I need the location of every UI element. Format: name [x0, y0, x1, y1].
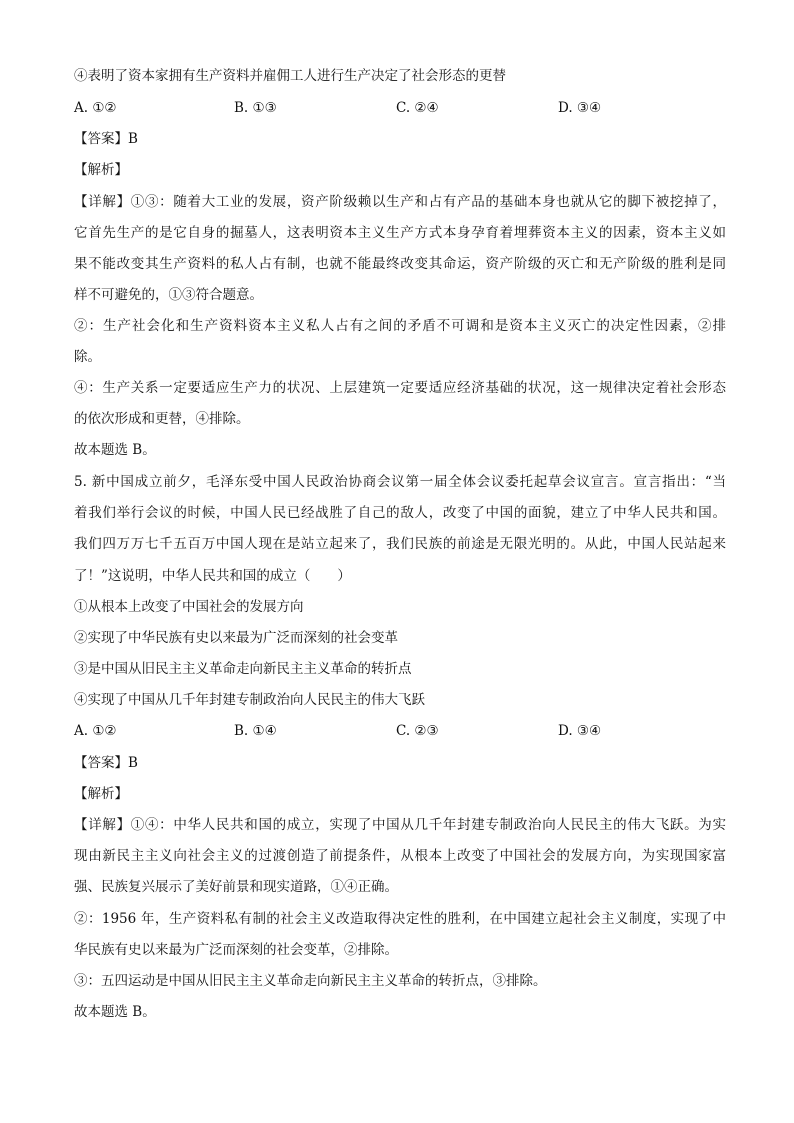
q4-detail-line: 样不可避免的，①③符合题意。 [74, 287, 263, 303]
q4-option-b: B. ①③ [234, 100, 277, 116]
q5-statement-3: ③是中国从旧民主主义革命走向新民主主义革命的转折点 [74, 661, 412, 677]
q4-detail-line: 果不能改变其生产资料的私人占有制，也就不能最终改变其命运，资产阶级的灭亡和无产阶级的胜利是同 [74, 256, 726, 272]
q5-option-b: B. ①④ [234, 723, 277, 739]
q4-answer: 【答案】B [74, 131, 138, 147]
q4-detail-line: 它首先生产的是它自身的掘墓人，这表明资本主义生产方式本身孕育着埋葬资本主义的因素，资本主义如 [74, 225, 726, 241]
q5-option-d: D. ③④ [558, 723, 602, 739]
q5-statement-2: ②实现了中华民族有史以来最为广泛而深刻的社会变革 [74, 630, 398, 646]
q4-detail-line: ④：生产关系一定要适应生产力的状况、上层建筑一定要适应经济基础的状况，这一规律决定着社会形态 [74, 380, 726, 396]
q5-option-c: C. ②③ [396, 723, 439, 739]
q4-conclusion: 故本题选 B。 [74, 442, 156, 458]
q5-detail-line: 华民族有史以来最为广泛而深刻的社会变革，②排除。 [74, 942, 398, 958]
q5-stem-line: 5. 新中国成立前夕，毛泽东受中国人民政治协商会议第一届全体会议委托起草会议宣言。宣言指出：“当 [74, 474, 726, 490]
q4-statement-4: ④表明了资本家拥有生产资料并雇佣工人进行生产决定了社会形态的更替 [74, 68, 506, 84]
q4-option-c: C. ②④ [396, 100, 439, 116]
q5-conclusion: 故本题选 B。 [74, 1004, 156, 1020]
q5-stem-line: 我们四万万七千五百万中国人现在是站立起来了，我们民族的前途是无限光明的。从此，中国人民站起来 [74, 536, 726, 552]
q4-detail-line: ②：生产社会化和生产资料资本主义私人占有之间的矛盾不可调和是资本主义灭亡的决定性因素，②排 [74, 318, 726, 334]
q5-detail-line: ②：1956 年，生产资料私有制的社会主义改造取得决定性的胜利，在中国建立起社会主义制度，实现了中 [74, 911, 726, 927]
q5-detail-line: 【详解】①④：中华人民共和国的成立，实现了中国从几千年封建专制政治向人民民主的伟大飞跃。为实 [74, 817, 726, 833]
q5-detail-line: 强、民族复兴展示了美好前景和现实道路，①④正确。 [74, 879, 398, 895]
q5-detail-line: ③：五四运动是中国从旧民主主义革命走向新民主主义革命的转折点，③排除。 [74, 973, 547, 989]
q5-detail-line: 现由新民主主义向社会主义的过渡创造了前提条件，从根本上改变了中国社会的发展方向，为实现国家富 [74, 848, 726, 864]
q4-option-a: A. ①② [74, 100, 117, 116]
q4-analysis-heading: 【解析】 [74, 162, 128, 178]
q4-option-d: D. ③④ [558, 100, 602, 116]
q5-option-a: A. ①② [74, 723, 117, 739]
q5-stem-line: 着我们举行会议的时候，中国人民已经战胜了自己的敌人，改变了中国的面貌，建立了中华人民共和国。 [74, 505, 726, 521]
q4-detail-line: 除。 [74, 349, 101, 365]
q5-statement-1: ①从根本上改变了中国社会的发展方向 [74, 599, 304, 615]
q5-answer: 【答案】B [74, 755, 138, 771]
q5-stem-line: 了！”这说明，中华人民共和国的成立（ ） [74, 568, 351, 584]
q4-detail-line: 的依次形成和更替，④排除。 [74, 411, 250, 427]
q4-detail-line: 【详解】①③：随着大工业的发展，资产阶级赖以生产和占有产品的基础本身也就从它的脚下被挖掉了， [74, 194, 726, 210]
q5-analysis-heading: 【解析】 [74, 786, 128, 802]
q5-statement-4: ④实现了中国从几千年封建专制政治向人民民主的伟大飞跃 [74, 692, 425, 708]
